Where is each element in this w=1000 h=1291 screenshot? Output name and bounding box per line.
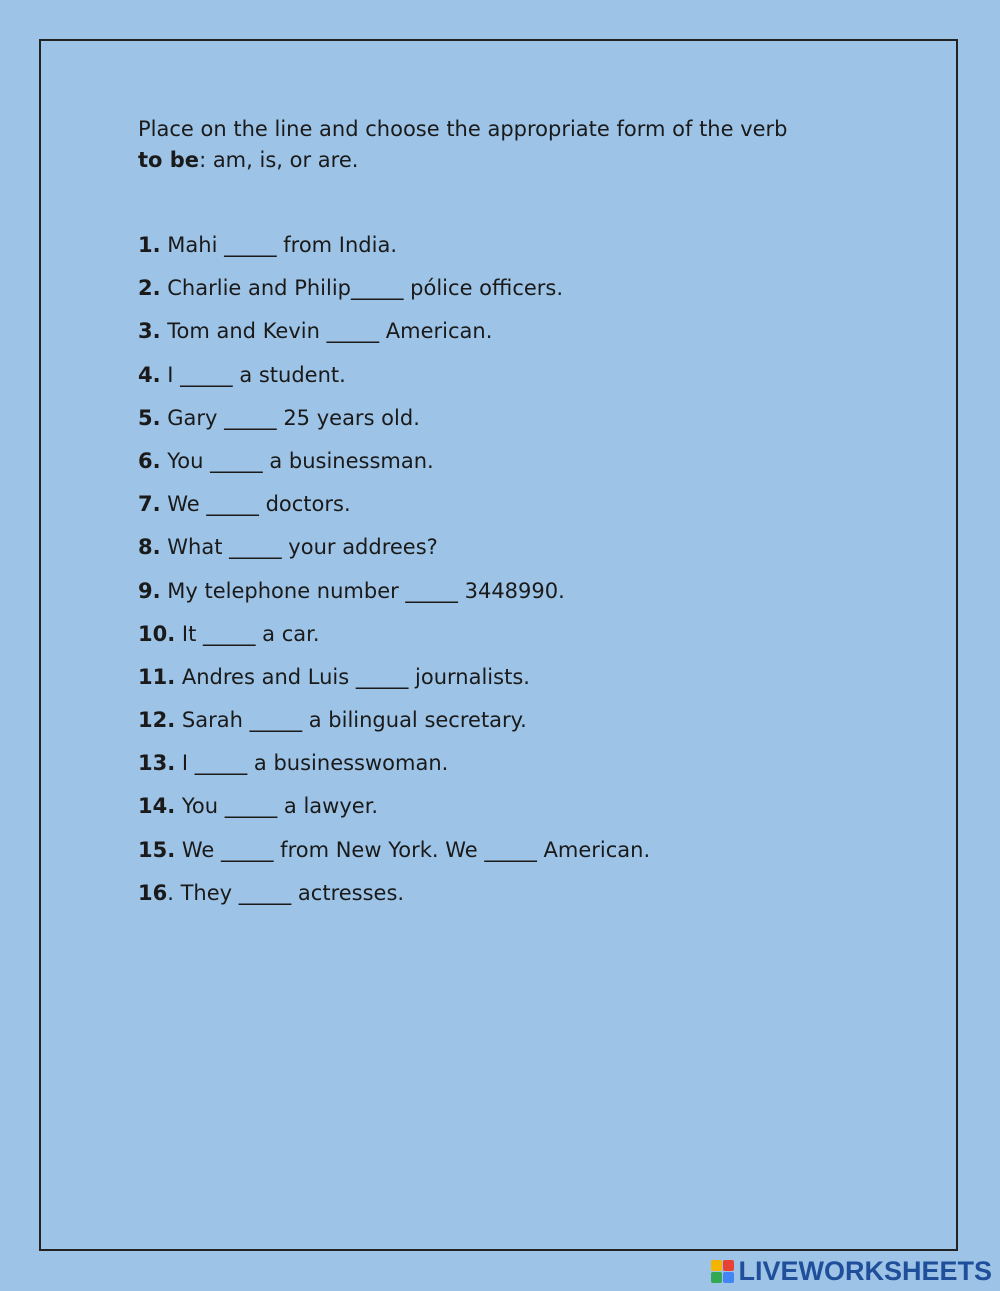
- exercise-item: [138, 486, 650, 529]
- instructions-line2: [138, 145, 898, 176]
- item-text[interactable]: I _____ a businesswoman.: [175, 751, 449, 776]
- item-text[interactable]: Andres and Luis _____ journalists.: [175, 664, 530, 689]
- instructions-rest: : am, is, or are.: [199, 148, 359, 172]
- item-text[interactable]: You _____ a businessman.: [160, 448, 434, 473]
- item-number: 7.: [138, 492, 161, 517]
- exercise-item: [138, 400, 650, 443]
- item-text[interactable]: Mahi _____ from India.: [160, 233, 398, 257]
- item-text[interactable]: Charlie and Philip_____ pólice officers.: [160, 276, 564, 301]
- item-number: 8.: [138, 535, 161, 560]
- item-number: 11.: [138, 664, 176, 689]
- logo-mark-icon: [711, 1260, 734, 1283]
- item-number: 14.: [138, 794, 176, 819]
- exercise-item: [138, 529, 650, 572]
- exercise-item: [138, 573, 650, 616]
- instructions-line1: Place on the line and choose the appropriate form of the verb: [138, 117, 788, 141]
- item-number: 9.: [138, 578, 161, 603]
- item-number: 12.: [138, 708, 176, 733]
- item-text[interactable]: We _____ doctors.: [160, 492, 351, 517]
- exercise-item: [138, 443, 650, 486]
- exercise-list: [138, 227, 650, 918]
- item-text[interactable]: We _____ from New York. We _____ American.: [175, 837, 651, 862]
- logo-text: LIVEWORKSHEETS: [738, 1256, 992, 1286]
- item-text[interactable]: You _____ a lawyer.: [175, 794, 379, 819]
- item-number: 1.: [138, 233, 161, 257]
- item-text[interactable]: What _____ your addrees?: [160, 535, 438, 560]
- exercise-item: [138, 616, 650, 659]
- item-text[interactable]: Tom and Kevin _____ American.: [160, 319, 493, 344]
- exercise-item: [138, 702, 650, 745]
- item-number: 10.: [138, 621, 176, 646]
- item-text[interactable]: . They _____ actresses.: [167, 880, 405, 905]
- exercise-item: [138, 788, 650, 831]
- item-text[interactable]: Gary _____ 25 years old.: [160, 405, 420, 430]
- item-number: 15.: [138, 837, 176, 862]
- item-text[interactable]: It _____ a car.: [175, 621, 320, 646]
- item-number: 3.: [138, 319, 161, 344]
- logo-square: [711, 1260, 722, 1271]
- logo-square: [711, 1272, 722, 1283]
- exercise-item: [138, 832, 650, 875]
- item-text[interactable]: Sarah _____ a bilingual secretary.: [175, 708, 527, 733]
- instructions: [138, 114, 898, 176]
- item-text[interactable]: My telephone number _____ 3448990.: [160, 578, 565, 603]
- exercise-item: [138, 357, 650, 400]
- item-number: 6.: [138, 448, 161, 473]
- item-number: 16: [138, 880, 168, 905]
- instructions-bold: to be: [138, 148, 200, 172]
- liveworksheets-logo: [711, 1256, 992, 1287]
- item-number: 5.: [138, 405, 161, 430]
- exercise-item: [138, 875, 650, 918]
- exercise-item: [138, 227, 650, 270]
- item-number: 2.: [138, 276, 161, 301]
- exercise-item: [138, 270, 650, 313]
- logo-square: [723, 1272, 734, 1283]
- logo-square: [723, 1260, 734, 1271]
- item-text[interactable]: I _____ a student.: [160, 362, 346, 387]
- exercise-item: [138, 745, 650, 788]
- item-number: 4.: [138, 362, 161, 387]
- item-number: 13.: [138, 751, 176, 776]
- exercise-item: [138, 313, 650, 356]
- exercise-item: [138, 659, 650, 702]
